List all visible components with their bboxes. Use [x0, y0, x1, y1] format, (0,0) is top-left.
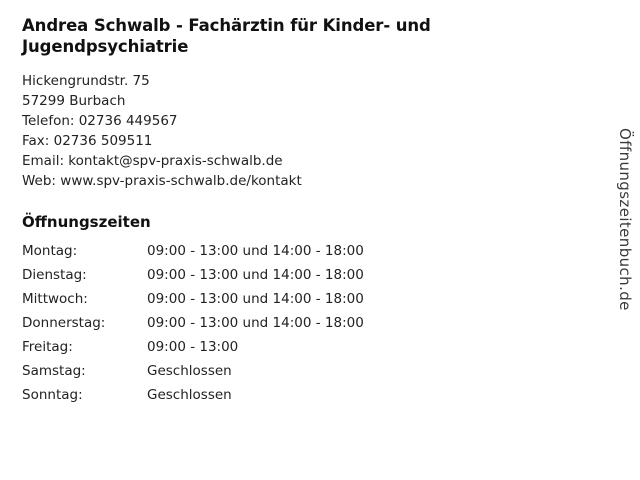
day-hours: 09:00 - 13:00	[147, 339, 239, 356]
table-row	[22, 339, 364, 363]
day-hours: Geschlossen	[147, 387, 232, 404]
day-label: Mittwoch:	[22, 291, 88, 308]
email-line: Email: kontakt@spv-praxis-schwalb.de	[22, 153, 283, 170]
opening-hours-table	[22, 243, 364, 411]
page-title: Andrea Schwalb - Fachärztin für Kinder- und Jugendpsychiatrie	[22, 16, 431, 56]
day-label: Donnerstag:	[22, 315, 106, 332]
day-hours: 09:00 - 13:00 und 14:00 - 18:00	[147, 243, 364, 260]
web-line: Web: www.spv-praxis-schwalb.de/kontakt	[22, 173, 302, 190]
phone-line: Telefon: 02736 449567	[22, 113, 178, 130]
day-hours: 09:00 - 13:00 und 14:00 - 18:00	[147, 315, 364, 332]
day-label: Samstag:	[22, 363, 86, 380]
table-row	[22, 291, 364, 315]
day-label: Dienstag:	[22, 267, 87, 284]
address-street: Hickengrundstr. 75	[22, 73, 150, 90]
day-label: Freitag:	[22, 339, 73, 356]
day-hours: 09:00 - 13:00 und 14:00 - 18:00	[147, 291, 364, 308]
day-label: Sonntag:	[22, 387, 83, 404]
day-hours: 09:00 - 13:00 und 14:00 - 18:00	[147, 267, 364, 284]
table-row	[22, 267, 364, 291]
table-row	[22, 243, 364, 267]
table-row	[22, 315, 364, 339]
contact-block	[22, 71, 598, 191]
address-city: 57299 Burbach	[22, 93, 126, 110]
fax-line: Fax: 02736 509511	[22, 133, 153, 150]
day-hours: Geschlossen	[147, 363, 232, 380]
opening-hours-heading: Öffnungszeiten	[22, 213, 151, 232]
day-label: Montag:	[22, 243, 78, 260]
table-row	[22, 387, 364, 411]
site-watermark: Öffnungszeitenbuch.de	[616, 128, 634, 311]
table-row	[22, 363, 364, 387]
